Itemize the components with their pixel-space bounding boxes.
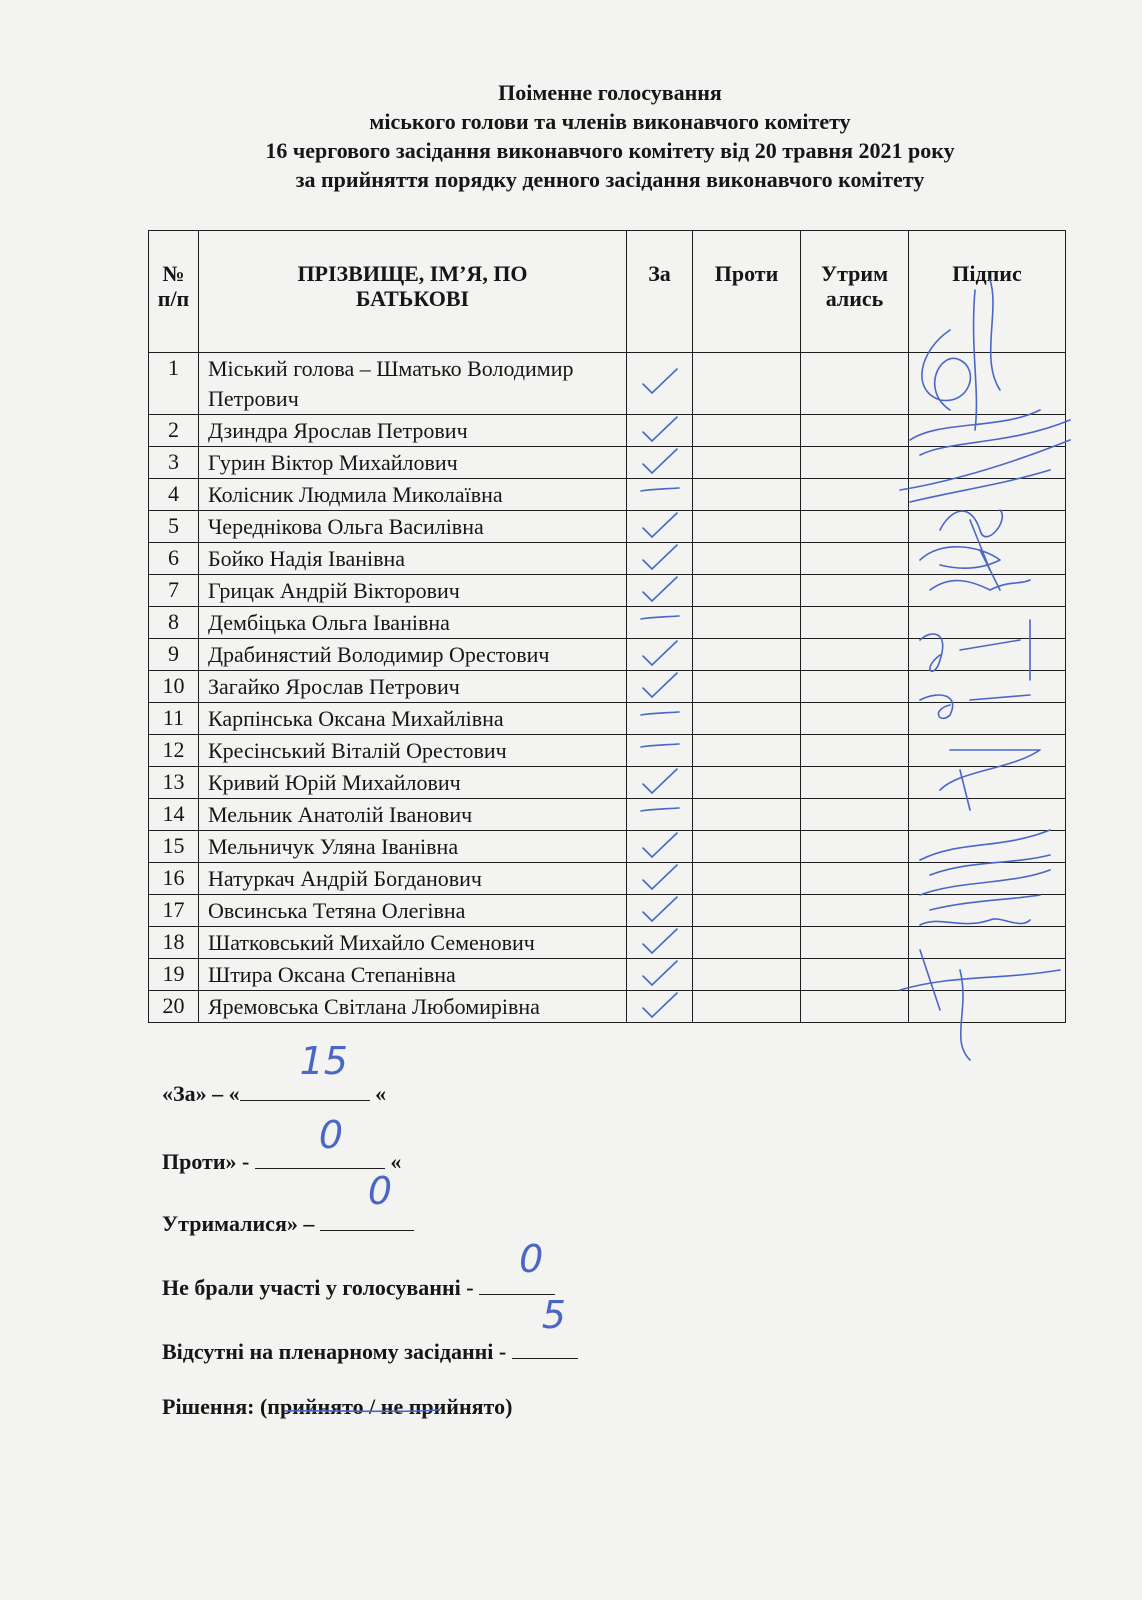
signature-cell [909, 575, 1066, 607]
vote-abstained-cell [801, 607, 909, 639]
member-name: Драбинястий Володимир Орестович [199, 639, 627, 671]
vote-against-cell [693, 895, 801, 927]
vote-for-cell [627, 415, 693, 447]
vote-abstained-cell [801, 927, 909, 959]
vote-for-cell [627, 671, 693, 703]
table-row [149, 479, 1066, 511]
checkmark-icon [635, 447, 685, 477]
summary-absent-label: Відсутні на пленарному засіданні - [162, 1339, 512, 1364]
summary-for-label: «За» – « [162, 1081, 240, 1106]
summary-against-after: « [384, 1149, 402, 1174]
vote-against-cell [693, 511, 801, 543]
table-row [149, 799, 1066, 831]
column-header-signature: Підпис [909, 231, 1066, 353]
vote-for-cell [627, 703, 693, 735]
summary-for-blank [240, 1039, 370, 1101]
summary-against-blank [255, 1113, 385, 1169]
row-number: 8 [149, 607, 199, 639]
vote-against-cell [693, 447, 801, 479]
vote-against-cell [693, 799, 801, 831]
signature-cell [909, 607, 1066, 639]
member-name: Карпінська Оксана Михайлівна [199, 703, 627, 735]
vote-abstained-cell [801, 447, 909, 479]
member-name: Грицак Андрій Вікторович [199, 575, 627, 607]
member-name: Штира Оксана Степанівна [199, 959, 627, 991]
summary-not-voted [162, 1237, 555, 1301]
member-name: Кресінський Віталій Орестович [199, 735, 627, 767]
row-number: 6 [149, 543, 199, 575]
vote-for-cell [627, 639, 693, 671]
row-number: 1 [149, 353, 199, 415]
member-name: Шатковський Михайло Семенович [199, 927, 627, 959]
table-row [149, 353, 1066, 415]
checkmark-icon [635, 927, 685, 957]
checkmark-icon [635, 639, 685, 669]
table-row [149, 671, 1066, 703]
checkmark-icon [635, 863, 685, 893]
signature-cell [909, 353, 1066, 415]
member-name: Кривий Юрій Михайлович [199, 767, 627, 799]
vote-for-cell [627, 991, 693, 1023]
vote-abstained-cell [801, 353, 909, 415]
member-name: Яремовська Світлана Любомирівна [199, 991, 627, 1023]
vote-abstained-cell [801, 991, 909, 1023]
row-number: 14 [149, 799, 199, 831]
vote-against-cell [693, 639, 801, 671]
row-number: 2 [149, 415, 199, 447]
header-line-4: за прийняття порядку денного засідання виконавчого комітету [295, 167, 925, 192]
table-row [149, 639, 1066, 671]
summary-not-voted-blank [479, 1237, 555, 1295]
vote-abstained-cell [801, 895, 909, 927]
dash-mark-icon [635, 479, 685, 509]
signature-cell [909, 799, 1066, 831]
signature-cell [909, 447, 1066, 479]
signature-cell [909, 959, 1066, 991]
vote-against-cell [693, 831, 801, 863]
signature-cell [909, 639, 1066, 671]
vote-against-cell [693, 703, 801, 735]
table-row [149, 895, 1066, 927]
vote-for-cell [627, 575, 693, 607]
summary-for-value: 15 [299, 1039, 348, 1083]
vote-against-cell [693, 927, 801, 959]
summary-not-voted-value: 0 [519, 1237, 544, 1281]
summary-absent [162, 1293, 578, 1365]
voting-table [148, 230, 1066, 1023]
checkmark-icon [635, 367, 685, 397]
column-header-name: ПРІЗВИЩЕ, ІМ’Я, ПО БАТЬКОВІ [199, 231, 627, 353]
row-number: 3 [149, 447, 199, 479]
table-row [149, 543, 1066, 575]
vote-abstained-cell [801, 767, 909, 799]
vote-against-cell [693, 607, 801, 639]
summary-absent-blank [512, 1293, 578, 1359]
summary-abstained [162, 1169, 414, 1237]
checkmark-icon [635, 895, 685, 925]
summary-not-voted-label: Не брали участі у голосуванні - [162, 1275, 480, 1300]
vote-abstained-cell [801, 735, 909, 767]
vote-against-cell [693, 415, 801, 447]
row-number: 5 [149, 511, 199, 543]
checkmark-icon [635, 511, 685, 541]
table-row [149, 735, 1066, 767]
member-name: Дембіцька Ольга Іванівна [199, 607, 627, 639]
vote-for-cell [627, 353, 693, 415]
vote-abstained-cell [801, 479, 909, 511]
signature-cell [909, 735, 1066, 767]
vote-abstained-cell [801, 511, 909, 543]
row-number: 20 [149, 991, 199, 1023]
column-header-num: № п/п [149, 231, 199, 353]
table-row [149, 863, 1066, 895]
vote-for-cell [627, 767, 693, 799]
signature-cell [909, 831, 1066, 863]
vote-for-cell [627, 895, 693, 927]
vote-against-cell [693, 575, 801, 607]
table-row [149, 415, 1066, 447]
vote-against-cell [693, 735, 801, 767]
checkmark-icon [635, 415, 685, 445]
vote-for-cell [627, 799, 693, 831]
signature-cell [909, 863, 1066, 895]
table-header-row [149, 231, 1066, 353]
signature-cell [909, 895, 1066, 927]
table-row [149, 959, 1066, 991]
vote-abstained-cell [801, 575, 909, 607]
summary-against [162, 1113, 402, 1175]
vote-abstained-cell [801, 543, 909, 575]
table-row [149, 607, 1066, 639]
vote-abstained-cell [801, 959, 909, 991]
vote-abstained-cell [801, 831, 909, 863]
decision-underline-mark [282, 1408, 442, 1414]
vote-against-cell [693, 767, 801, 799]
header-line-1: Поіменне голосування [498, 80, 722, 105]
checkmark-icon [635, 543, 685, 573]
summary-absent-value: 5 [541, 1293, 566, 1337]
signature-cell [909, 479, 1066, 511]
row-number: 13 [149, 767, 199, 799]
checkmark-icon [635, 671, 685, 701]
summary-for [162, 1039, 387, 1107]
member-name: Овсинська Тетяна Олегівна [199, 895, 627, 927]
column-header-abstained: Утрим ались [801, 231, 909, 353]
row-number: 18 [149, 927, 199, 959]
dash-mark-icon [635, 607, 685, 637]
column-header-for: За [627, 231, 693, 353]
summary-abstained-label: Утрималися» – [162, 1211, 320, 1236]
vote-abstained-cell [801, 671, 909, 703]
dash-mark-icon [635, 703, 685, 733]
member-name: Череднікова Ольга Василівна [199, 511, 627, 543]
signature-cell [909, 415, 1066, 447]
summary-decision: Рішення: (прийнято / не прийнято) [162, 1394, 513, 1419]
vote-against-cell [693, 543, 801, 575]
signature-cell [909, 543, 1066, 575]
table-row [149, 831, 1066, 863]
table-row [149, 447, 1066, 479]
column-header-against: Проти [693, 231, 801, 353]
checkmark-icon [635, 575, 685, 605]
vote-against-cell [693, 671, 801, 703]
vote-against-cell [693, 479, 801, 511]
vote-for-cell [627, 447, 693, 479]
vote-for-cell [627, 479, 693, 511]
header-line-3: 16 чергового засідання виконавчого комітету від 20 травня 2021 року [265, 138, 955, 163]
member-name: Колісник Людмила Миколаївна [199, 479, 627, 511]
table-row [149, 991, 1066, 1023]
summary-abstained-value: 0 [367, 1169, 393, 1213]
vote-against-cell [693, 353, 801, 415]
summary-against-label: Проти» - [162, 1149, 255, 1174]
summary-against-value: 0 [318, 1113, 344, 1157]
member-name: Дзиндра Ярослав Петрович [199, 415, 627, 447]
member-name: Бойко Надія Іванівна [199, 543, 627, 575]
row-number: 12 [149, 735, 199, 767]
row-number: 7 [149, 575, 199, 607]
checkmark-icon [635, 959, 685, 989]
vote-for-cell [627, 543, 693, 575]
vote-for-cell [627, 607, 693, 639]
vote-for-cell [627, 863, 693, 895]
row-number: 17 [149, 895, 199, 927]
signature-cell [909, 927, 1066, 959]
table-row [149, 575, 1066, 607]
checkmark-icon [635, 831, 685, 861]
member-name: Натуркач Андрій Богданович [199, 863, 627, 895]
vote-for-cell [627, 511, 693, 543]
row-number: 19 [149, 959, 199, 991]
dash-mark-icon [635, 735, 685, 765]
summary-abstained-blank [320, 1169, 414, 1231]
row-number: 15 [149, 831, 199, 863]
row-number: 9 [149, 639, 199, 671]
checkmark-icon [635, 767, 685, 797]
summary-for-after: « [369, 1081, 387, 1106]
vote-abstained-cell [801, 799, 909, 831]
vote-abstained-cell [801, 415, 909, 447]
dash-mark-icon [635, 799, 685, 829]
row-number: 16 [149, 863, 199, 895]
vote-abstained-cell [801, 863, 909, 895]
signature-cell [909, 703, 1066, 735]
member-name: Загайко Ярослав Петрович [199, 671, 627, 703]
vote-for-cell [627, 831, 693, 863]
vote-against-cell [693, 959, 801, 991]
member-name: Міський голова – Шматько Володимир Петрович [199, 353, 627, 415]
signature-cell [909, 671, 1066, 703]
vote-abstained-cell [801, 639, 909, 671]
table-row [149, 703, 1066, 735]
row-number: 4 [149, 479, 199, 511]
row-number: 10 [149, 671, 199, 703]
document-header [120, 78, 1100, 194]
signature-cell [909, 991, 1066, 1023]
header-line-2: міського голови та членів виконавчого комітету [369, 109, 851, 134]
table-row [149, 927, 1066, 959]
signature-cell [909, 511, 1066, 543]
checkmark-icon [635, 991, 685, 1021]
member-name: Гурин Віктор Михайлович [199, 447, 627, 479]
member-name: Мельник Анатолій Іванович [199, 799, 627, 831]
vote-for-cell [627, 735, 693, 767]
vote-for-cell [627, 959, 693, 991]
table-row [149, 767, 1066, 799]
vote-against-cell [693, 991, 801, 1023]
vote-abstained-cell [801, 703, 909, 735]
table-row [149, 511, 1066, 543]
vote-against-cell [693, 863, 801, 895]
vote-for-cell [627, 927, 693, 959]
signature-cell [909, 767, 1066, 799]
member-name: Мельничук Уляна Іванівна [199, 831, 627, 863]
voting-table-body [149, 353, 1066, 1023]
row-number: 11 [149, 703, 199, 735]
